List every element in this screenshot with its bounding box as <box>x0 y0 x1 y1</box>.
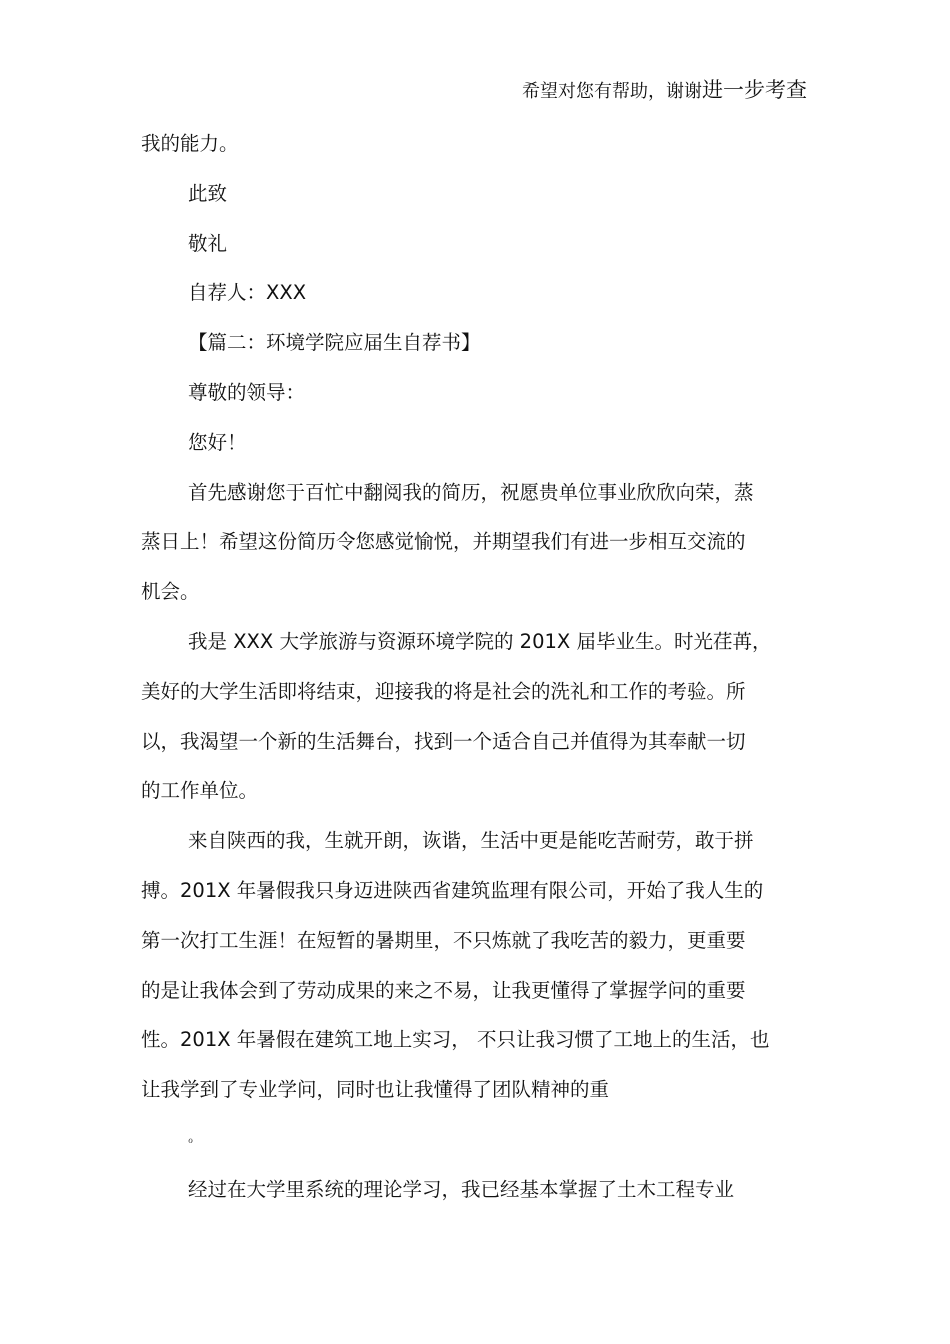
text-line: 我是 XXX 大学旅游与资源环境学院的 201X 届毕业生。时光荏苒， <box>188 629 772 653</box>
text-line: 蒸日上！希望这份简历令您感觉愉悦，并期望我们有进一步相互交流的 <box>141 530 746 554</box>
text-line: 首先感谢您于百忙中翻阅我的简历，祝愿贵单位事业欣欣向荣，蒸 <box>188 480 754 504</box>
text-line: 让我学到了专业学问，同时也让我懂得了团队精神的重 <box>141 1078 610 1102</box>
text-line: 我的能力。 <box>141 132 239 155</box>
text-line: 的工作单位。 <box>141 779 259 803</box>
text-line: 敬礼 <box>188 231 228 255</box>
greeting: 您好！ <box>188 430 247 454</box>
document-body <box>141 128 821 1224</box>
header-text-large: 进一步考查 <box>702 78 807 102</box>
section-heading: 【篇二：环境学院应届生自荐书】 <box>188 331 481 355</box>
text-line: 以，我渴望一个新的生活舞台，找到一个适合自己并值得为其奉献一切 <box>141 729 746 753</box>
text-line: 美好的大学生活即将结束，迎接我的将是社会的洗礼和工作的考验。所 <box>141 679 746 703</box>
text-line: 经过在大学里系统的理论学习，我已经基本掌握了土木工程专业 <box>188 1177 735 1201</box>
text-line: 性。201X 年暑假在建筑工地上实习， 不只让我习惯了工地上的生活，也 <box>141 1028 770 1052</box>
text-line: 机会。 <box>141 580 200 604</box>
text-line: 来自陕西的我，生就开朗，诙谐，生活中更是能吃苦耐劳，敢于拼 <box>188 829 754 853</box>
text-line: 第一次打工生涯！在短暂的暑期里，不只炼就了我吃苦的毅力，更重要 <box>141 928 746 952</box>
text-line: 自荐人：XXX <box>188 281 307 305</box>
salutation: 尊敬的领导： <box>188 380 306 404</box>
header-text: 希望对您有帮助，谢谢 <box>522 81 702 102</box>
text-line: 此致 <box>188 181 228 205</box>
text-line: 的是让我体会到了劳动成果的来之不易，让我更懂得了掌握学问的重要 <box>141 978 746 1002</box>
page-header <box>522 76 807 106</box>
text-line: 搏。201X 年暑假我只身迈进陕西省建筑监理有限公司，开始了我人生的 <box>141 878 764 902</box>
paragraph-mark: ℴ <box>188 1132 194 1146</box>
